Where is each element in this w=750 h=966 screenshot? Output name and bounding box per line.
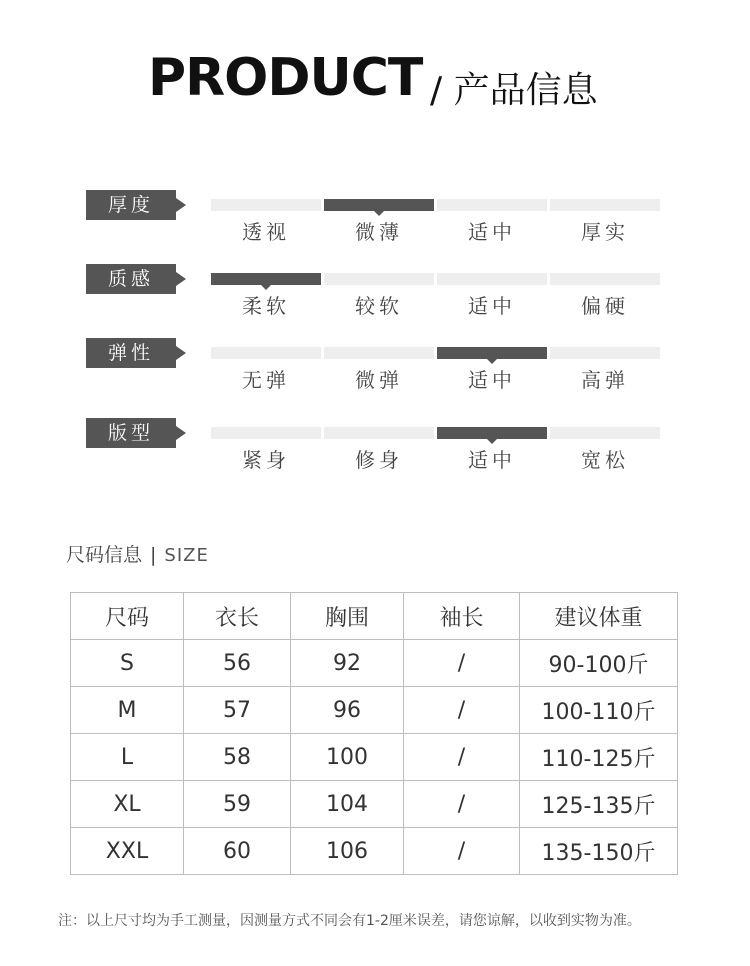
table-header-cell: 袖长 — [404, 593, 520, 640]
scale-bar — [550, 199, 660, 211]
scale-bar — [437, 273, 547, 285]
table-cell: S — [71, 640, 184, 687]
scale-bar — [211, 273, 321, 285]
table-cell: XL — [71, 781, 184, 828]
attribute-label: 弹性 — [86, 338, 176, 368]
table-cell: 100 — [291, 734, 404, 781]
scale-option: 较软 — [355, 294, 403, 318]
table-cell: 106 — [291, 828, 404, 875]
attribute-row-thickness — [0, 190, 750, 260]
attribute-label: 厚度 — [86, 190, 176, 220]
table-cell: XXL — [71, 828, 184, 875]
table-header-cell: 胸围 — [291, 593, 404, 640]
scale-option: 修身 — [355, 448, 403, 472]
table-row — [71, 734, 678, 781]
attribute-row-elasticity — [0, 338, 750, 408]
table-cell: 92 — [291, 640, 404, 687]
scale-option: 厚实 — [581, 220, 629, 244]
scale-option: 适中 — [468, 220, 516, 244]
scale-bar — [437, 427, 547, 439]
scale-option: 适中 — [468, 368, 516, 392]
table-header-cell: 尺码 — [71, 593, 184, 640]
scale-option: 微弹 — [355, 368, 403, 392]
table-cell: 125-135斤 — [520, 781, 678, 828]
table-cell: 57 — [184, 687, 291, 734]
scale-bar — [211, 427, 321, 439]
scale-option: 柔软 — [242, 294, 290, 318]
measurement-note: 注：以上尺寸均为手工测量，因测量方式不同会有1-2厘米误差，请您谅解，以收到实物为准。 — [58, 913, 641, 929]
scale-option: 适中 — [468, 448, 516, 472]
product-header — [0, 40, 750, 120]
scale-bar — [550, 273, 660, 285]
scale-bar — [324, 347, 434, 359]
scale-bar — [211, 199, 321, 211]
scale-bar — [550, 427, 660, 439]
size-title-cn: 尺码信息 — [66, 544, 143, 566]
scale-bar — [550, 347, 660, 359]
table-cell: / — [404, 734, 520, 781]
scale-bar — [324, 273, 434, 285]
size-title-separator: | — [150, 544, 157, 566]
table-cell: 96 — [291, 687, 404, 734]
table-header-cell: 衣长 — [184, 593, 291, 640]
table-cell: 104 — [291, 781, 404, 828]
table-cell: / — [404, 781, 520, 828]
scale-bar — [437, 347, 547, 359]
table-cell: L — [71, 734, 184, 781]
scale-option: 透视 — [242, 220, 290, 244]
table-header-row — [71, 593, 678, 640]
table-cell: 100-110斤 — [520, 687, 678, 734]
scale-option: 适中 — [468, 294, 516, 318]
attribute-label: 版型 — [86, 418, 176, 448]
table-cell: / — [404, 828, 520, 875]
attribute-row-texture — [0, 264, 750, 334]
scale-option: 紧身 — [242, 448, 290, 472]
scale-option: 高弹 — [581, 368, 629, 392]
table-cell: / — [404, 687, 520, 734]
table-header-cell: 建议体重 — [520, 593, 678, 640]
table-row — [71, 828, 678, 875]
size-title-en: SIZE — [164, 545, 209, 566]
scale-bar — [324, 427, 434, 439]
table-cell: 60 — [184, 828, 291, 875]
table-row — [71, 640, 678, 687]
scale-bar — [324, 199, 434, 211]
table-row — [71, 687, 678, 734]
scale-option: 微薄 — [355, 220, 403, 244]
scale-option: 偏硬 — [581, 294, 629, 318]
scale-bar — [211, 347, 321, 359]
table-cell: M — [71, 687, 184, 734]
size-table — [70, 592, 678, 875]
table-cell: / — [404, 640, 520, 687]
size-section-title — [66, 540, 209, 567]
table-cell: 135-150斤 — [520, 828, 678, 875]
table-cell: 90-100斤 — [520, 640, 678, 687]
table-cell: 56 — [184, 640, 291, 687]
table-cell: 110-125斤 — [520, 734, 678, 781]
page-title: PRODUCT — [148, 48, 423, 108]
table-cell: 59 — [184, 781, 291, 828]
page-subtitle: / 产品信息 — [430, 70, 598, 111]
scale-bar — [437, 199, 547, 211]
scale-option: 宽松 — [581, 448, 629, 472]
attribute-label: 质感 — [86, 264, 176, 294]
table-cell: 58 — [184, 734, 291, 781]
table-row — [71, 781, 678, 828]
attribute-row-fit — [0, 418, 750, 488]
scale-option: 无弹 — [242, 368, 290, 392]
